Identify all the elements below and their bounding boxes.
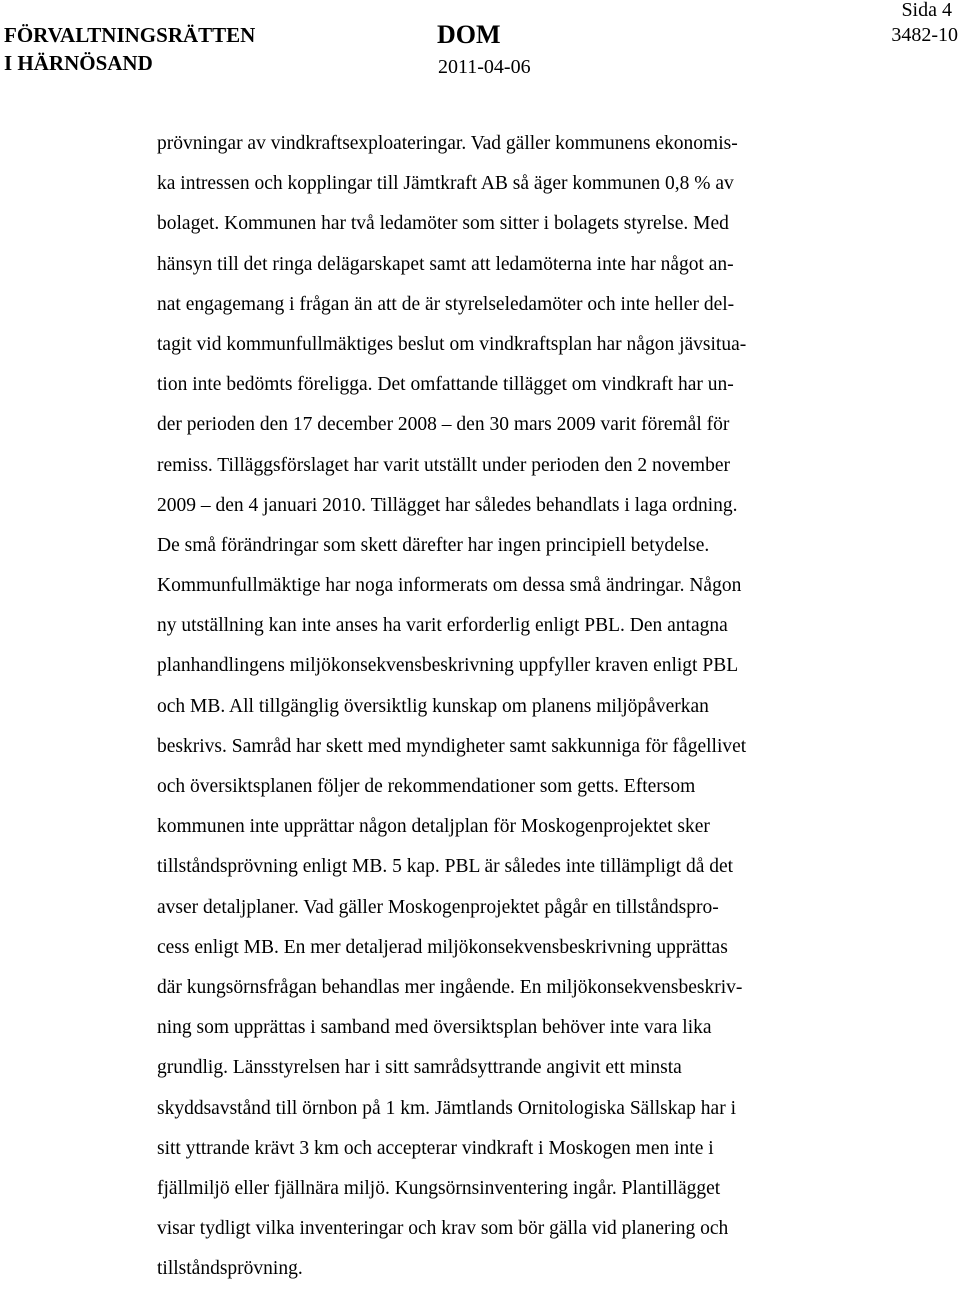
body-line: beskrivs. Samråd har skett med myndigheter samt sakkunniga för fågellivet xyxy=(157,735,747,757)
body-line: Kommunfullmäktige har noga informerats om dessa små ändringar. Någon xyxy=(157,575,742,597)
body-line: tagit vid kommunfullmäktiges beslut om vindkraftsplan har någon jävsitua- xyxy=(157,333,747,355)
body-line: sitt yttrande krävt 3 km och accepterar vindkraft i Moskogen men inte i xyxy=(157,1137,714,1159)
body-line: skyddsavstånd till örnbon på 1 km. Jämtlands Ornitologiska Sällskap har i xyxy=(157,1097,736,1119)
document-type: DOM xyxy=(437,20,501,49)
body-line: kommunen inte upprättar någon detaljplan för Moskogenprojektet sker xyxy=(157,816,710,838)
document-body xyxy=(157,127,746,1292)
body-line: planhandlingens miljökonsekvensbeskrivning uppfyller kraven enligt PBL xyxy=(157,655,739,677)
body-line: der perioden den 17 december 2008 – den 30 mars 2009 varit föremål för xyxy=(157,414,730,436)
body-line: ka intressen och kopplingar till Jämtkraft AB så äger kommunen 0,8 % av xyxy=(157,173,734,195)
body-line: nat engagemang i frågan än att de är styrelseledamöter och inte heller del- xyxy=(157,293,735,315)
body-line: tillståndsprövning enligt MB. 5 kap. PBL är således inte tillämpligt då det xyxy=(157,856,734,878)
body-line: fjällmiljö eller fjällnära miljö. Kungsörnsinventering ingår. Plantillägget xyxy=(157,1177,721,1199)
body-line: cess enligt MB. En mer detaljerad miljökonsekvensbeskrivning upprättas xyxy=(157,936,728,958)
body-line: bolaget. Kommunen har två ledamöter som sitter i bolagets styrelse. Med xyxy=(157,213,729,235)
body-line: och översiktsplanen följer de rekommendationer som getts. Eftersom xyxy=(157,776,696,797)
court-name: FÖRVALTNINGSRÄTTEN xyxy=(4,23,256,47)
body-line: där kungsörnsfrågan behandlas mer ingående. En miljökonsekvensbeskriv- xyxy=(157,976,743,998)
body-line: och MB. All tillgänglig översiktlig kunskap om planens miljöpåverkan xyxy=(157,695,709,717)
body-line: grundlig. Länsstyrelsen har i sitt samrådsyttrande angivit ett minsta xyxy=(157,1057,682,1079)
page-number: Sida 4 xyxy=(901,0,952,21)
body-line: visar tydligt vilka inventeringar och krav som bör gälla vid planering och xyxy=(157,1218,729,1240)
body-line: tillståndsprövning. xyxy=(157,1258,303,1280)
body-line: avser detaljplaner. Vad gäller Moskogenprojektet pågår en tillståndspro- xyxy=(157,896,719,918)
body-line: ning som upprättas i samband med översiktsplan behöver inte vara lika xyxy=(157,1017,712,1039)
body-line: ny utställning kan inte anses ha varit erforderlig enligt PBL. Den antagna xyxy=(157,615,728,637)
body-line: prövningar av vindkraftsexploateringar. Vad gäller kommunens ekonomis- xyxy=(157,133,738,154)
case-number: 3482-10 xyxy=(891,24,958,46)
body-line: tion inte bedömts föreligga. Det omfattande tillägget om vindkraft har un- xyxy=(157,374,734,396)
body-line: 2009 – den 4 januari 2010. Tillägget har således behandlats i laga ordning. xyxy=(157,494,738,516)
body-line: remiss. Tilläggsförslaget har varit utställt under perioden den 2 november xyxy=(157,454,730,476)
court-location: I HÄRNÖSAND xyxy=(4,51,153,75)
body-line: hänsyn till det ringa delägarskapet samt att ledamöterna inte har något an- xyxy=(157,253,734,275)
document-date: 2011-04-06 xyxy=(438,56,531,78)
body-line: De små förändringar som skett därefter har ingen principiell betydelse. xyxy=(157,534,710,556)
